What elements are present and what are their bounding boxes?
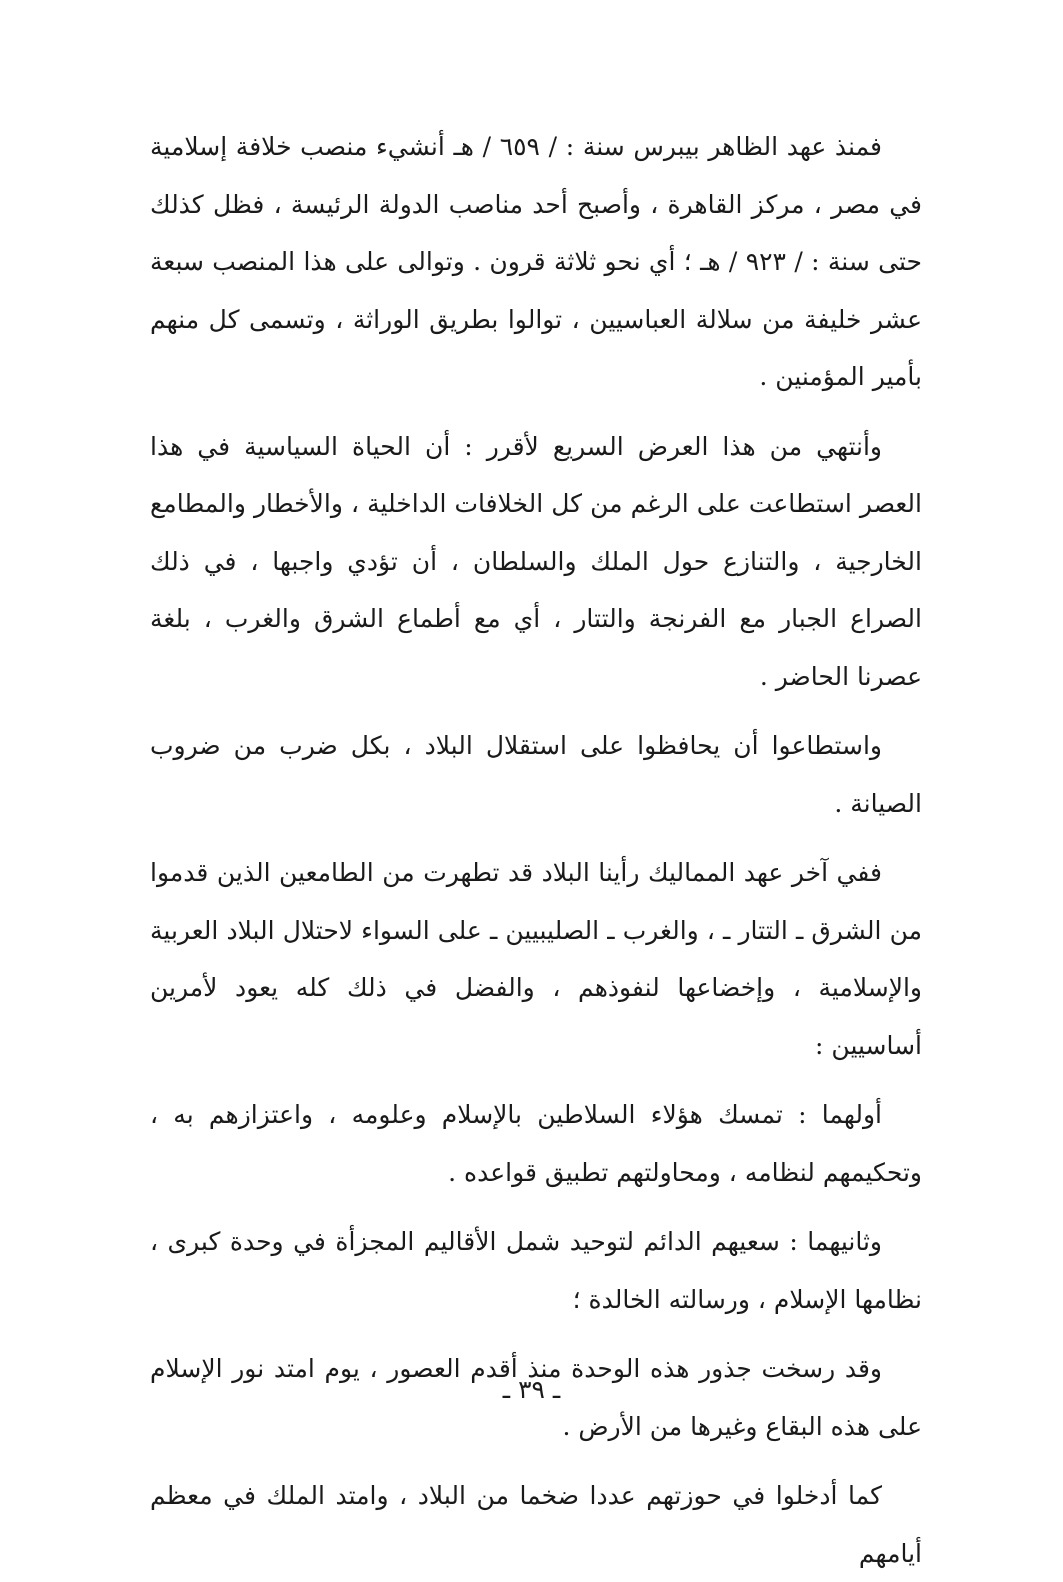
paragraph: وأنتهي من هذا العرض السريع لأقرر : أن الحياة السياسية في هذا العصر استطاعت على الرغم من كل الخلافات الداخلية ، والأخطار والمطامع الخارجية ، والتنازع حول الملك والسلطان ، أن تؤدي واجبها ، في ذلك الصراع الجبار مع الفرنجة والتتار ، أي مع أطماع الشرق والغرب ، بلغة عصرنا الحاضر .: [150, 431, 922, 691]
paragraph: أولهما : تمسك هؤلاء السلاطين بالإسلام وعلومه ، واعتزازهم به ، وتحكيمهم لنظامه ، ومحاولتهم تطبيق قواعده .: [150, 1100, 922, 1187]
paragraph: وثانيهما : سعيهم الدائم لتوحيد شمل الأقاليم المجزأة في وحدة كبرى ، نظامها الإسلام ، ورسالته الخالدة ؛: [150, 1227, 922, 1314]
paragraph: واستطاعوا أن يحافظوا على استقلال البلاد ، بكل ضرب من ضروب الصيانة .: [150, 731, 922, 818]
body-text: [150, 118, 922, 1582]
paragraph: فمنذ عهد الظاهر بيبرس سنة : / ٦٥٩ / هـ أنشيء منصب خلافة إسلامية في مصر ، مركز القاهرة ، وأصبح أحد مناصب الدولة الرئيسة ، فظل كذلك حتى سنة : / ٩٢٣ / هـ ؛ أي نحو ثلاثة قرون . وتوالى على هذا المنصب سبعة عشر خليفة من سلالة العباسيين ، توالوا بطريق الوراثة ، وتسمى كل منهم بأمير المؤمنين .: [150, 132, 922, 391]
paragraph: وقد رسخت جذور هذه الوحدة منذ أقدم العصور ، يوم امتد نور الإسلام على هذه البقاع وغيرها من الأرض .: [150, 1354, 922, 1441]
paragraph: ففي آخر عهد المماليك رأينا البلاد قد تطهرت من الطامعين الذين قدموا من الشرق ـ التتار ـ ، والغرب ـ الصليبيين ـ على السواء لاحتلال البلاد العربية والإسلامية ، وإخضاعها لنفوذهم ، والفضل في ذلك كله يعود لأمرين أساسيين :: [150, 858, 922, 1060]
paragraph: كما أدخلوا في حوزتهم عددا ضخما من البلاد ، وامتد الملك في معظم أيامهم: [150, 1481, 922, 1568]
page-number: ـ ٣٩ ـ: [502, 1375, 561, 1404]
